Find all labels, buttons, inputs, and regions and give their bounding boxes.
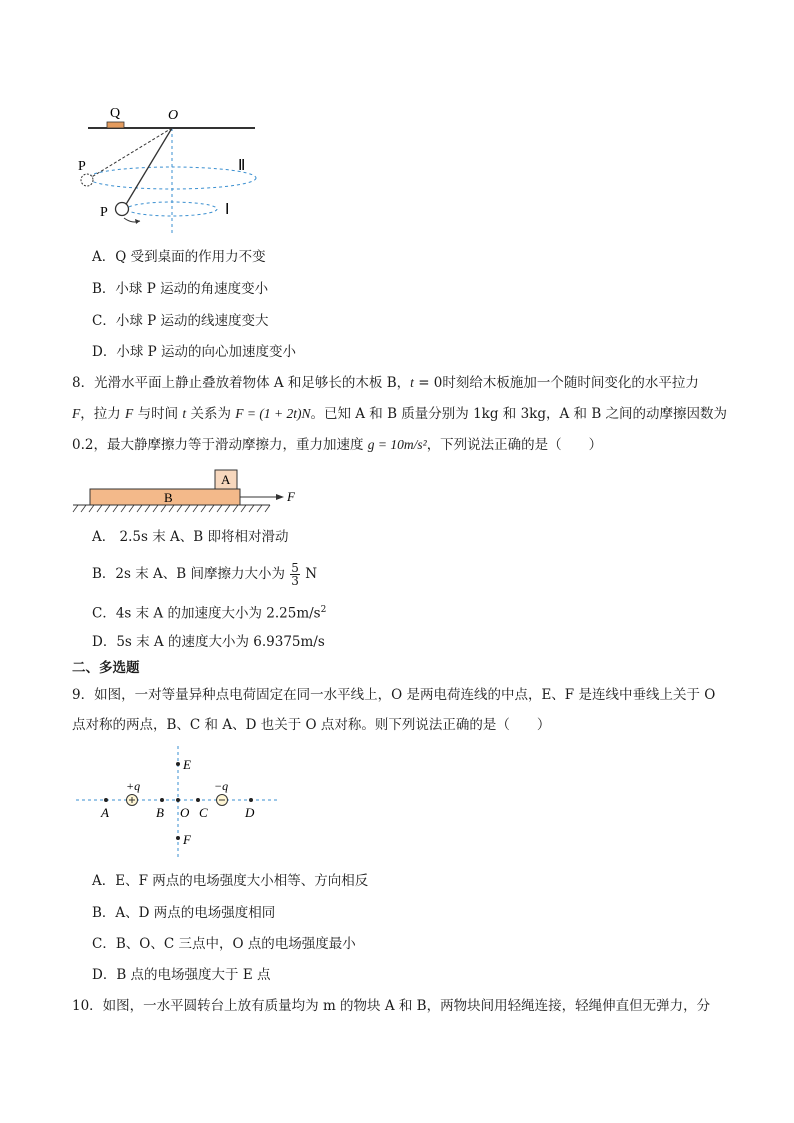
q8-stem-line2: F，拉力 F 与时间 t 关系为 F = (1 + 2t)N。已知 A 和 B 质量分别为 1kg 和 3kg，A 和 B 之间的动摩擦因数为: [72, 406, 728, 422]
svg-text:D: D: [245, 805, 255, 820]
q8-option-d: D．5s 末 A 的速度大小为 6.9375m/s: [92, 634, 325, 650]
label-q: Q: [110, 106, 121, 121]
q8-option-c: C．4s 末 A 的加速度大小为 $2.25m/s^2$: [92, 605, 327, 622]
q8-stem-line3: 0.2，最大静摩擦力等于滑动摩擦力，重力加速度 g = 10m/s²，下列说法正确的是（ ）: [72, 437, 603, 453]
q7-option-b: B．小球 P 运动的角速度变小: [92, 281, 269, 297]
figure-point-charges: [74, 742, 284, 862]
svg-text:B: B: [156, 805, 164, 820]
q7-option-a: A．Q 受到桌面的作用力不变: [92, 249, 266, 265]
section-heading-multiple-choice: 二、多选题: [72, 660, 140, 676]
label-o: O: [168, 108, 179, 123]
label-orbit-1: Ⅰ: [225, 202, 230, 218]
label-p1: P: [78, 159, 86, 174]
svg-text:−q: −q: [214, 779, 229, 793]
figure-block-board: [70, 465, 310, 517]
q9-option-d: D．B 点的电场强度大于 E 点: [92, 967, 271, 983]
fraction: $\frac{5}{3}$: [291, 561, 299, 588]
svg-text:O: O: [180, 805, 190, 820]
q7-option-c: C．小球 P 运动的线速度变大: [92, 313, 269, 329]
q7-option-d: D．小球 P 运动的向心加速度变小: [92, 344, 296, 360]
svg-text:E: E: [183, 757, 191, 772]
q9-stem-line2: 点对称的两点，B、C 和 A、D 也关于 O 点对称。则下列说法正确的是（ ）: [72, 717, 551, 733]
q8-option-b: B．2s 末 A、B 间摩擦力大小为 $\frac{5}{3}$ N: [92, 561, 318, 588]
svg-text:C: C: [199, 805, 208, 820]
q9-option-b: B．A、D 两点的电场强度相同: [92, 905, 276, 921]
figure-conical-pendulum: [80, 100, 270, 235]
q9-option-c: C．B、O、C 三点中，O 点的电场强度最小: [92, 936, 356, 952]
svg-text:A: A: [101, 805, 109, 820]
q8-stem-line1: 8．光滑水平面上静止叠放着物体 A 和足够长的木板 B，t = 0时刻给木板施加一个随时间变化的水平拉力: [72, 375, 699, 391]
q9-option-a: A．E、F 两点的电场强度大小相等、方向相反: [92, 873, 369, 889]
fig-label-f: F: [287, 489, 295, 504]
fig-label-b: B: [164, 490, 173, 505]
svg-text:+q: +q: [126, 779, 141, 793]
svg-text:F: F: [183, 832, 191, 847]
q10-stem-line1: 10．如图，一水平圆转台上放有质量均为 m 的物块 A 和 B，两物块间用轻绳连接，轻绳伸直但无弹力，分: [72, 998, 711, 1014]
label-orbit-2: Ⅱ: [238, 158, 246, 174]
fig-label-a: A: [221, 472, 231, 487]
q8-option-a: A． 2.5s 末 A、B 即将相对滑动: [92, 529, 289, 545]
label-p2: P: [100, 205, 108, 220]
q9-stem-line1: 9．如图，一对等量异种点电荷固定在同一水平线上，O 是两电荷连线的中点，E、F 是连线中垂线上关于 O: [72, 687, 716, 703]
